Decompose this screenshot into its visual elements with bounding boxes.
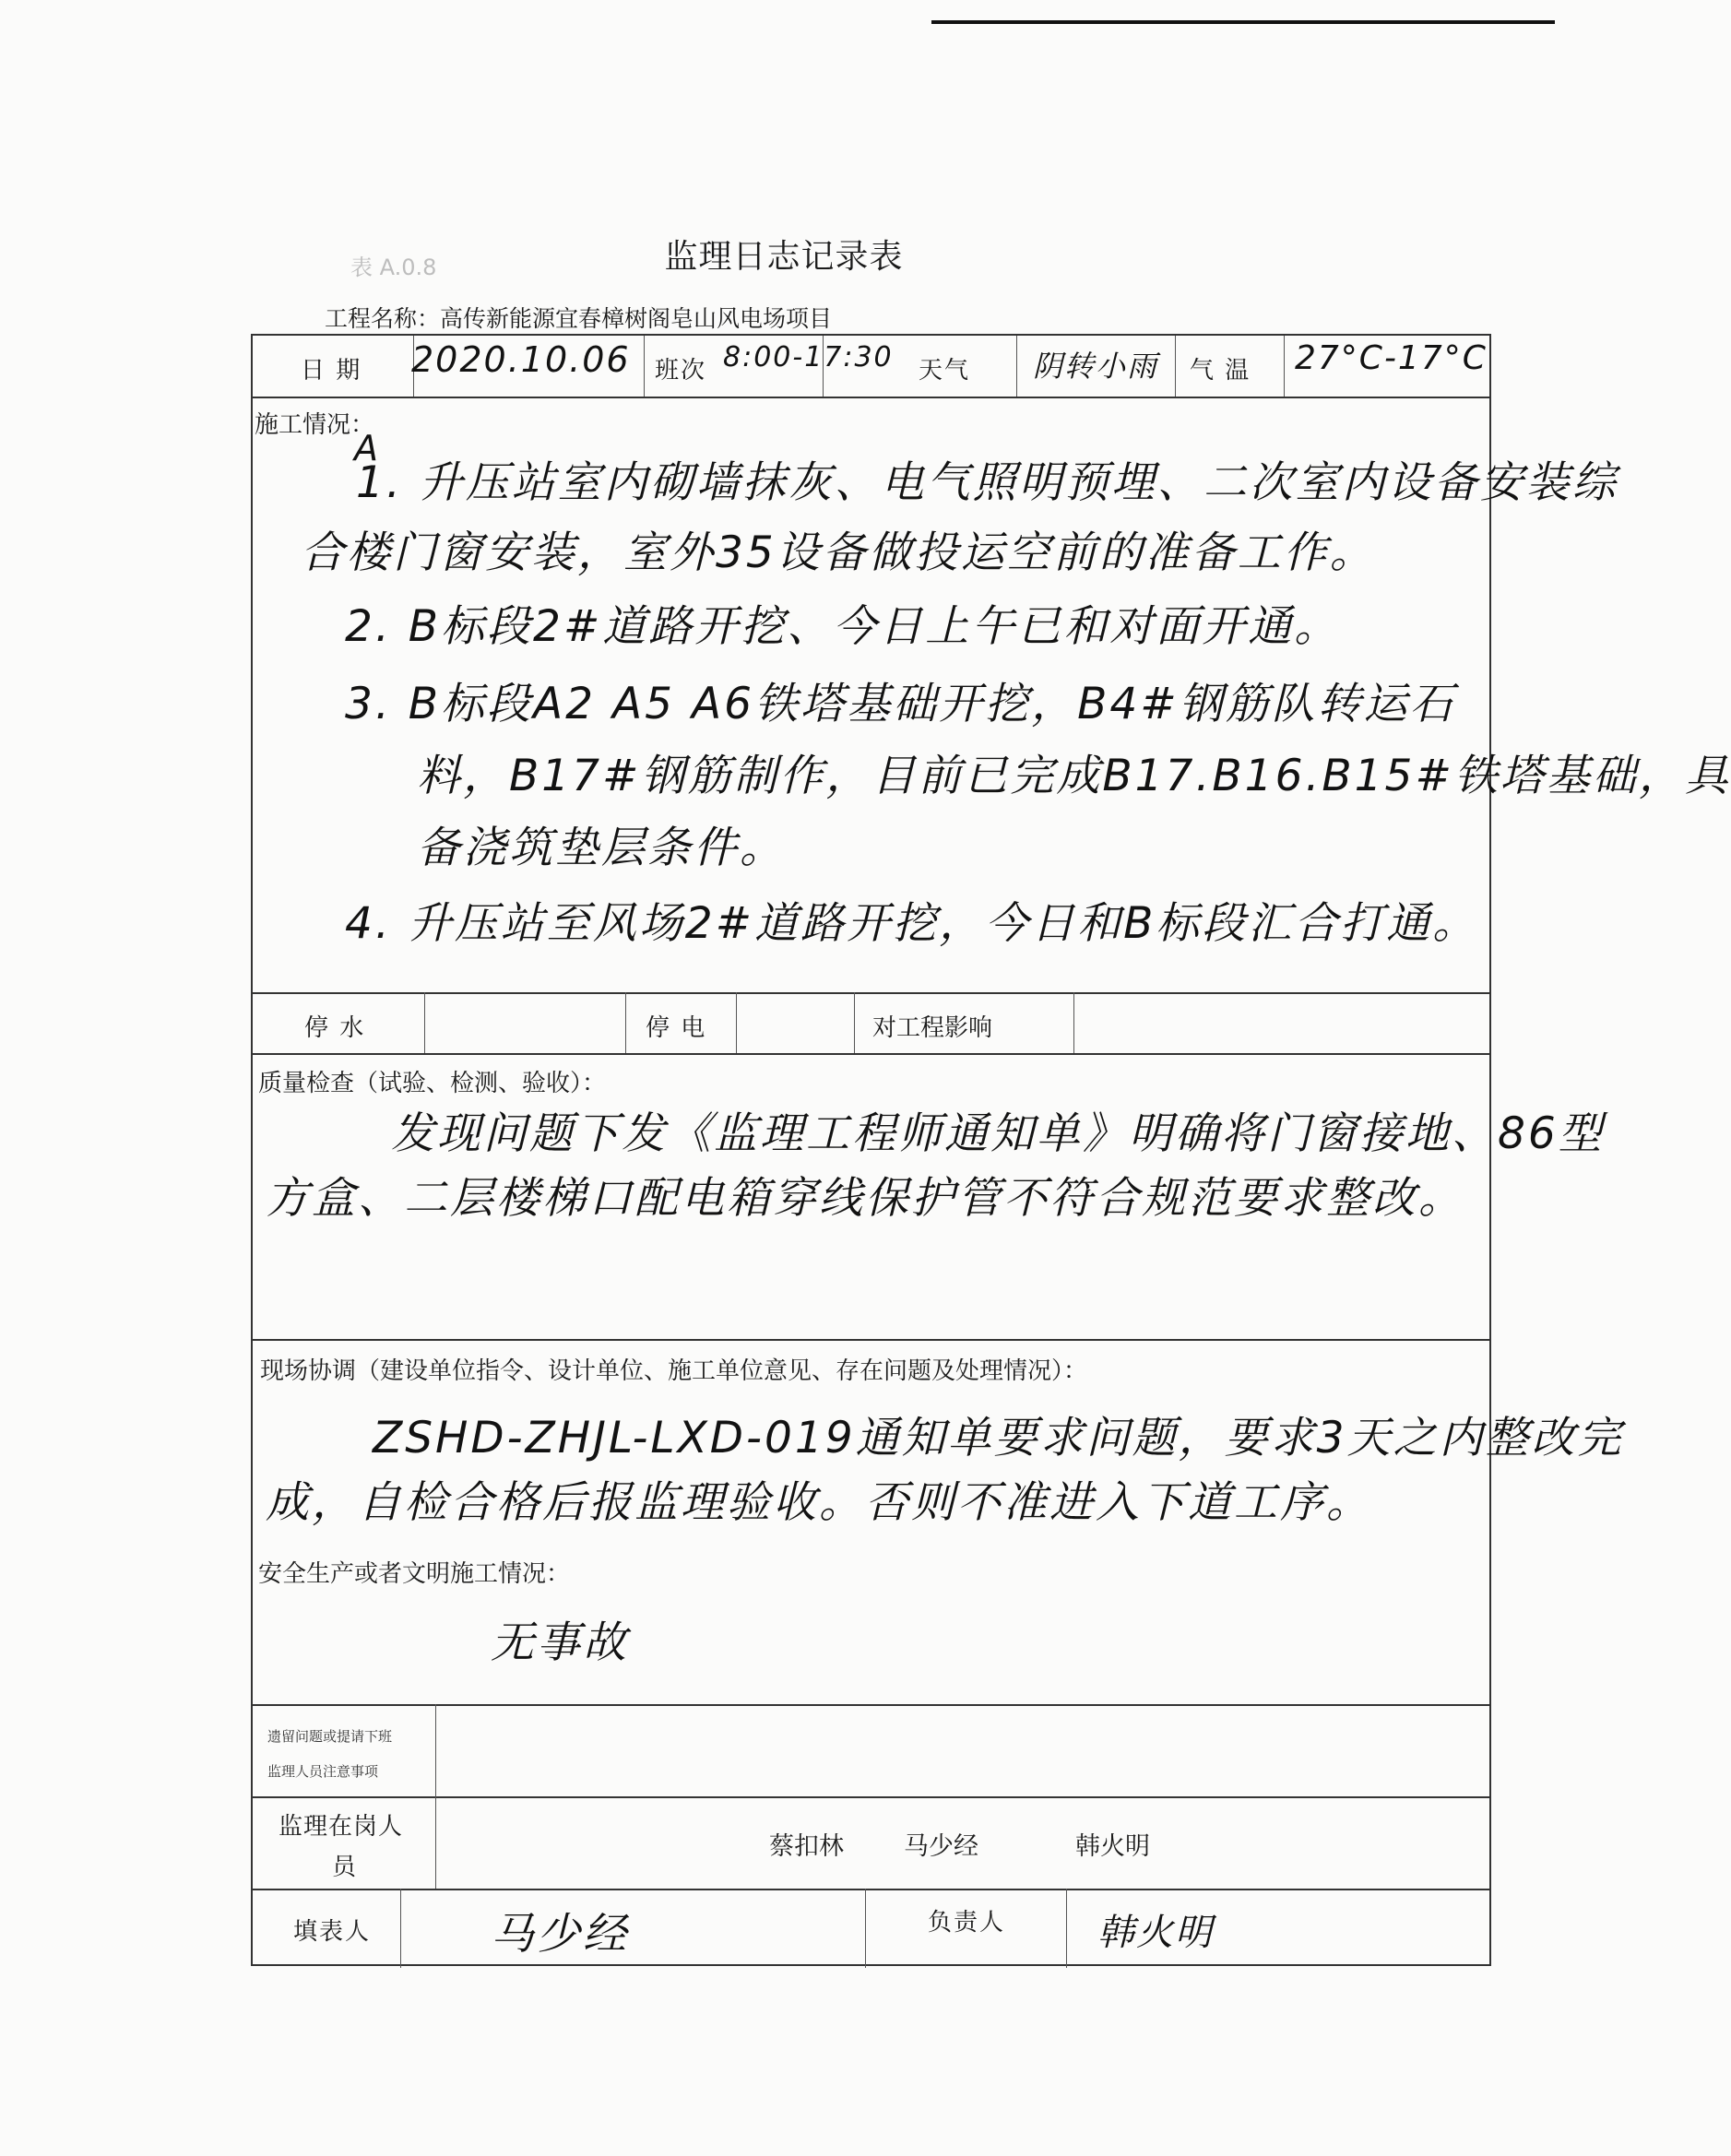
weather-label: 天气 xyxy=(919,357,971,385)
filler-signature: 马少经 xyxy=(491,1909,629,1960)
safety-value: 无事故 xyxy=(491,1617,629,1668)
construction-line: 3. B标段A2 A5 A6铁塔基础开挖，B4#钢筋队转运石 xyxy=(345,679,1456,729)
scan-edge-mark xyxy=(931,20,1555,24)
manager-label: 负责人 xyxy=(928,1909,1006,1937)
coordination-line: ZSHD-ZHJL-LXD-019通知单要求问题，要求3天之内整改完 xyxy=(373,1413,1624,1463)
filler-label: 填表人 xyxy=(293,1918,372,1946)
manager-signature: 韩火明 xyxy=(1097,1912,1214,1954)
construction-line: 料，B17#钢筋制作，目前已完成B17.B16.B15#铁塔基础，具 xyxy=(417,751,1731,801)
shift-value: 8:00-17:30 xyxy=(723,341,894,373)
page-title: 监理日志记录表 xyxy=(664,238,904,276)
project-label: 工程名称： xyxy=(325,305,441,332)
staff-name: 蔡扣林 xyxy=(769,1832,844,1861)
construction-line: 2. B标段2#道路开挖、今日上午已和对面开通。 xyxy=(345,601,1341,652)
form-code: 表 A.0.8 xyxy=(350,255,437,280)
coordination-line: 成，自检合格后报监理验收。否则不准进入下道工序。 xyxy=(266,1477,1372,1528)
construction-line: 备浇筑垫层条件。 xyxy=(417,823,786,873)
construction-line: 合楼门窗安装，室外35设备做投运空前的准备工作。 xyxy=(301,527,1376,578)
remaining-issues-label: 遗留问题或提请下班 xyxy=(267,1728,393,1745)
supervision-log-table xyxy=(251,334,1731,1966)
date-label: 日 期 xyxy=(301,357,362,385)
staff-name: 韩火明 xyxy=(1075,1832,1150,1861)
temperature-value: 27°C-17°C xyxy=(1295,339,1488,377)
date-value: 2020.10.06 xyxy=(411,339,631,380)
staff-on-duty-label: 员 xyxy=(332,1854,359,1881)
water-outage-label: 停 水 xyxy=(304,1014,366,1042)
quality-line: 方盒、二层楼梯口配电箱穿线保护管不符合规范要求整改。 xyxy=(266,1173,1464,1224)
safety-label: 安全生产或者文明施工情况： xyxy=(258,1560,571,1588)
staff-on-duty-label: 监理在岗人 xyxy=(279,1813,404,1841)
project-name-row xyxy=(325,301,832,334)
coordination-label: 现场协调（建设单位指令、设计单位、施工单位意见、存在问题及处理情况）： xyxy=(260,1357,1088,1385)
shift-label: 班次 xyxy=(655,357,707,385)
construction-line: A xyxy=(354,428,380,468)
construction-line: 4. 升压站至风场2#道路开挖，今日和B标段汇合打通。 xyxy=(345,898,1479,949)
quality-label: 质量检查（试验、检测、验收）： xyxy=(258,1070,607,1097)
remaining-issues-label: 监理人员注意事项 xyxy=(267,1763,379,1780)
project-name: 高传新能源宜春樟树阁皂山风电场项目 xyxy=(440,305,833,332)
staff-name: 马少经 xyxy=(904,1832,978,1861)
quality-line: 发现问题下发《监理工程师通知单》明确将门窗接地、86型 xyxy=(391,1108,1605,1159)
construction-line: 1. 升压站室内砌墙抹灰、电气照明预埋、二次室内设备安装综 xyxy=(356,457,1618,508)
weather-value: 阴转小雨 xyxy=(1033,349,1159,384)
construction-label: 施工情况： xyxy=(255,411,375,439)
impact-label: 对工程影响 xyxy=(872,1014,993,1042)
power-outage-label: 停 电 xyxy=(646,1014,707,1042)
temperature-label: 气 温 xyxy=(1190,357,1251,385)
